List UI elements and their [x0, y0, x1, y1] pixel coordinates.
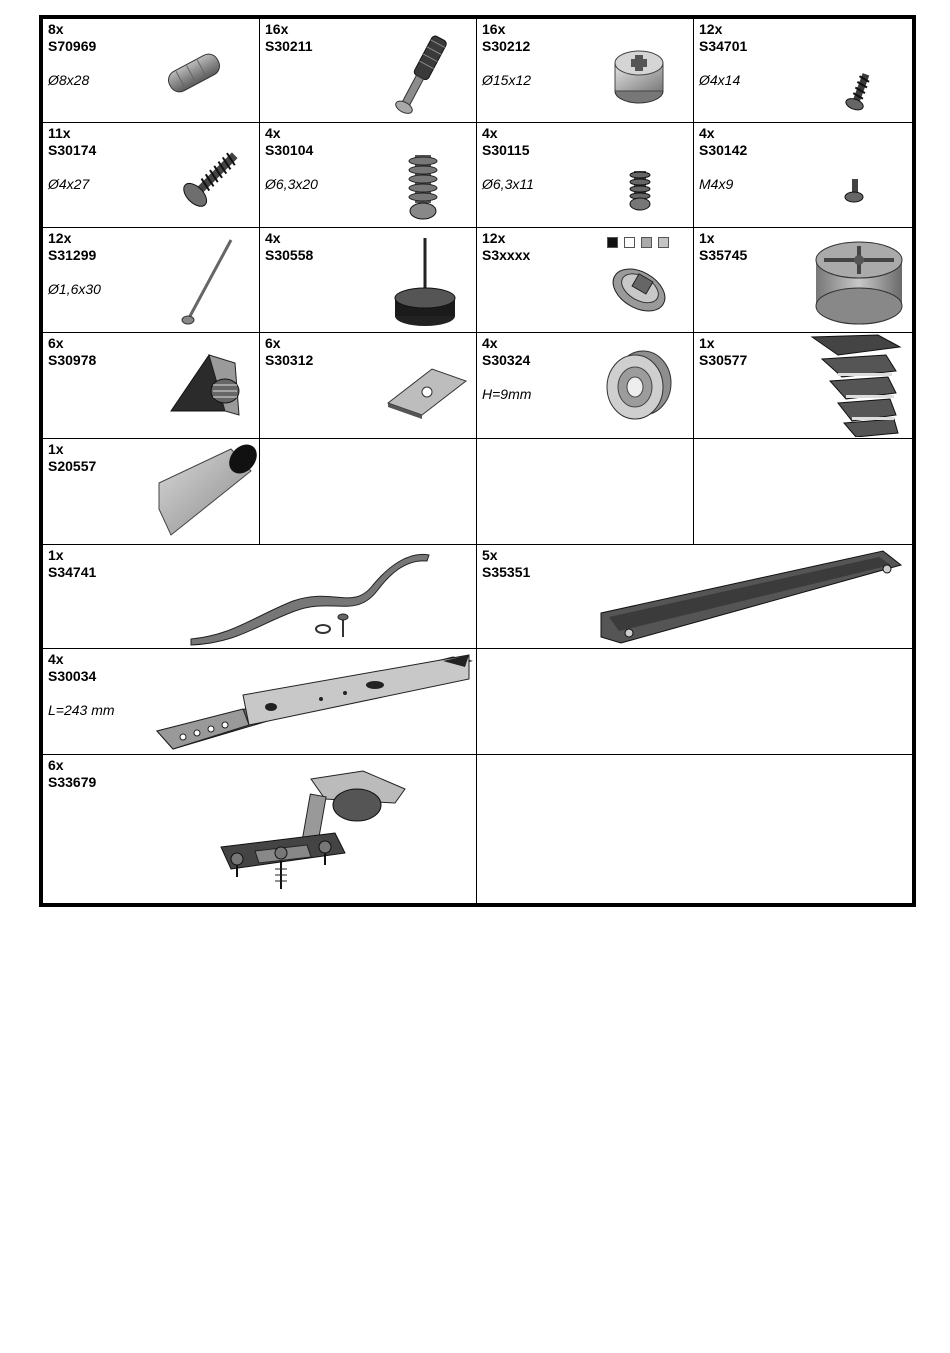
parts-row-3 [43, 228, 912, 333]
part-quantity: 1x [699, 335, 715, 351]
drawer-slide-icon [153, 649, 473, 753]
part-quantity: 12x [482, 230, 506, 246]
part-code: S35745 [699, 247, 748, 263]
part-quantity: 4x [482, 125, 498, 141]
short-euro-screw-icon [625, 167, 655, 213]
part-code: S30312 [265, 352, 314, 368]
color-swatch-light-gray [658, 237, 669, 248]
part-quantity: 16x [482, 21, 506, 37]
euro-screw-icon [398, 151, 448, 223]
part-code: S30978 [48, 352, 97, 368]
part-dimension: H=9mm [482, 386, 532, 402]
color-swatch-white [624, 237, 635, 248]
part-dimension: Ø6,3x11 [482, 176, 534, 192]
part-cell [43, 228, 260, 332]
part-cell [694, 333, 912, 438]
part-code: S30558 [265, 247, 314, 263]
empty-cell [477, 649, 912, 754]
part-cell [477, 545, 912, 648]
part-quantity: 11x [48, 125, 71, 141]
glide-nail-icon [390, 234, 460, 330]
part-dimension: L=243 mm [48, 702, 115, 718]
part-code: S30211 [265, 38, 313, 54]
part-cell [43, 123, 260, 227]
part-cell [43, 333, 260, 438]
part-quantity: 4x [265, 230, 281, 246]
parts-row-7 [43, 649, 912, 755]
part-cell [477, 228, 694, 332]
part-cell [694, 123, 912, 227]
empty-cell [694, 439, 912, 544]
part-dimension: Ø4x27 [48, 176, 90, 192]
part-cell [43, 439, 260, 544]
glue-tube-icon [155, 439, 259, 543]
part-cell [260, 333, 477, 438]
part-cell [477, 333, 694, 438]
leveler-foot-icon [810, 236, 908, 328]
wood-screw-icon [175, 143, 245, 217]
parts-sheet [39, 15, 916, 907]
color-swatch-black [607, 237, 618, 248]
strap-icon [183, 547, 433, 647]
part-code: S34701 [699, 38, 748, 54]
part-code: S30212 [482, 38, 531, 54]
part-cell [477, 19, 694, 122]
part-dimension: Ø1,6x30 [48, 281, 101, 297]
bumper-icon [601, 345, 677, 425]
part-dimension: Ø4x14 [699, 72, 741, 88]
part-quantity: 12x [48, 230, 72, 246]
parts-row-4 [43, 333, 912, 439]
part-code: S31299 [48, 247, 97, 263]
cap-color-swatches [607, 235, 675, 253]
part-quantity: 1x [48, 547, 64, 563]
part-code: S30577 [699, 352, 748, 368]
part-cell [43, 755, 477, 903]
parts-row-1 [43, 19, 912, 123]
part-quantity: 4x [48, 651, 64, 667]
part-quantity: 5x [482, 547, 498, 563]
connector-bolt-icon [380, 29, 460, 121]
part-code: S30034 [48, 668, 97, 684]
part-quantity: 1x [699, 230, 715, 246]
cam-lock-icon [609, 45, 669, 109]
part-code: S20557 [48, 458, 97, 474]
part-dimension: M4x9 [699, 176, 734, 192]
part-cell [43, 19, 260, 122]
part-code: S30324 [482, 352, 531, 368]
part-cell [43, 545, 477, 648]
part-code: S30142 [699, 142, 748, 158]
part-code: S35351 [482, 564, 531, 580]
felt-pads-icon [808, 333, 906, 437]
cover-cap-icon [607, 260, 671, 320]
part-dimension: Ø15x12 [482, 72, 532, 88]
empty-cell [477, 755, 912, 903]
empty-cell [477, 439, 694, 544]
part-dimension: Ø8x28 [48, 72, 90, 88]
part-cell [477, 123, 694, 227]
nail-icon [173, 236, 239, 328]
part-code: S30174 [48, 142, 97, 158]
part-quantity: 12x [699, 21, 723, 37]
empty-cell [260, 439, 477, 544]
dowel-icon [161, 45, 227, 101]
part-cell [260, 123, 477, 227]
part-quantity: 1x [48, 441, 64, 457]
part-quantity: 4x [265, 125, 281, 141]
part-quantity: 6x [48, 757, 64, 773]
part-cell [43, 649, 477, 754]
part-quantity: 6x [48, 335, 64, 351]
part-quantity: 4x [482, 335, 498, 351]
part-cell [694, 228, 912, 332]
angle-bracket-icon [165, 345, 251, 425]
part-cell [260, 228, 477, 332]
small-screw-icon [844, 69, 874, 115]
metal-plate-icon [384, 359, 470, 419]
part-code: S34741 [48, 564, 97, 580]
parts-row-5 [43, 439, 912, 545]
part-code: S3xxxx [482, 247, 531, 263]
part-quantity: 6x [265, 335, 281, 351]
part-quantity: 16x [265, 21, 289, 37]
parts-row-2 [43, 123, 912, 228]
part-cell [694, 19, 912, 122]
parts-row-8 [43, 755, 912, 903]
part-cell [260, 19, 477, 122]
hinge-icon [215, 769, 415, 899]
part-dimension: Ø6,3x20 [265, 176, 318, 192]
part-quantity: 4x [699, 125, 715, 141]
parts-row-6 [43, 545, 912, 649]
machine-screw-icon [842, 177, 866, 207]
part-code: S33679 [48, 774, 97, 790]
part-quantity: 8x [48, 21, 64, 37]
part-code: S30115 [482, 142, 530, 158]
part-code: S30104 [265, 142, 314, 158]
part-code: S70969 [48, 38, 97, 54]
color-swatch-gray [641, 237, 652, 248]
handle-profile-icon [597, 545, 907, 648]
